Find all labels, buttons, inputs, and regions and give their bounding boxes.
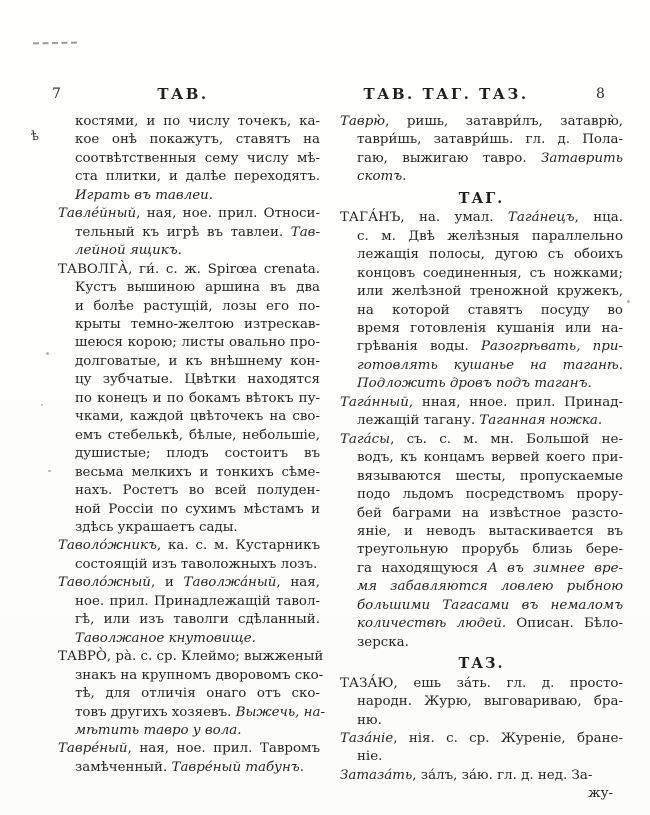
- paragraph-continuation: [58, 113, 320, 205]
- italic-text: Таволо́жный: [58, 575, 151, 591]
- roman-text: ТАГА́НЪ, на. умал.: [340, 210, 508, 226]
- roman-text: , ка. с. м. Кустарникъ: [156, 538, 320, 554]
- roman-text: гѣ, или изъ таволги сдѣланный.: [75, 612, 320, 628]
- roman-text: тельный къ игрѣ въ тавлеи.: [75, 224, 291, 240]
- italic-text: мѣтить тавро у вола.: [75, 722, 242, 738]
- dictionary-entry: [58, 740, 320, 777]
- roman-text: костями, и по числу точекъ, ка-: [75, 114, 320, 129]
- text-line: [58, 556, 320, 574]
- roman-text: ніе.: [357, 749, 383, 765]
- column-left-body: [58, 113, 325, 777]
- roman-text: на которой ставятъ посуду во: [357, 302, 623, 318]
- italic-text: Подложить дровъ подъ таганъ.: [357, 376, 592, 392]
- roman-text: чками, каждой цвѣточекъ на сво-: [75, 409, 320, 425]
- roman-text: ТАВОЛГА̀, ги́. с. ж. Spirœa crenata.: [58, 261, 320, 277]
- roman-text: , нная, нное. прил. Принад-: [408, 394, 623, 410]
- roman-text: или желѣзной треножной кружекъ,: [357, 284, 623, 300]
- dictionary-entry: [340, 675, 623, 730]
- italic-text: Таволжа́ный: [183, 575, 277, 591]
- italic-text: количествѣ людей.: [357, 616, 517, 632]
- column-right-body: [340, 113, 623, 804]
- roman-text: , нія. с. ср. Журеніе, бране-: [393, 730, 623, 746]
- text-line: [340, 693, 623, 711]
- text-line: [340, 615, 623, 633]
- section-heading-text: ТАГ.: [458, 189, 505, 207]
- italic-text: Тавре́ный табунъ.: [171, 759, 304, 775]
- text-line: [340, 168, 623, 186]
- roman-text: , съ. с. м. мн. Большой не-: [390, 431, 623, 447]
- scan-speck: [41, 404, 43, 406]
- roman-text: крыты темно-желтою изтрескав-: [75, 316, 320, 332]
- text-line: [58, 740, 320, 758]
- roman-text: лежащія полосы, дугою съ обоихъ: [357, 247, 623, 263]
- text-line: [58, 168, 320, 186]
- text-line: [58, 371, 320, 389]
- text-line: [340, 375, 623, 393]
- text-line: [58, 574, 320, 592]
- text-line: [58, 187, 320, 205]
- text-line: [58, 205, 320, 223]
- roman-text: шеюся корою; листы овально про-: [75, 335, 320, 351]
- dictionary-entry: [340, 431, 623, 652]
- italic-text: Тага́нный: [340, 394, 409, 410]
- text-line: [340, 150, 623, 168]
- italic-text: Тавре́ный: [58, 741, 128, 757]
- italic-text: Таволжаное кнутовище.: [75, 630, 256, 646]
- roman-text: состоящій изъ таволожныхъ лозъ.: [75, 556, 318, 572]
- italic-text: А въ зимнее вре-: [487, 560, 623, 576]
- scan-speck: [627, 300, 630, 303]
- text-line: [340, 675, 623, 693]
- roman-text: ТАВРО̀, ра̀. с. ср. Клеймо; выжженый: [58, 649, 324, 665]
- section-heading: [340, 655, 623, 673]
- roman-text: нахъ. Ростетъ во всей полуден-: [75, 483, 320, 499]
- italic-text: скотъ.: [357, 169, 407, 185]
- dictionary-entry: [340, 394, 623, 431]
- roman-text: цу зубчатые. Цвѣтки находятся: [75, 372, 320, 388]
- catchword: [340, 785, 623, 803]
- text-line: [58, 519, 320, 537]
- text-line: [340, 320, 623, 338]
- text-line: [58, 593, 320, 611]
- roman-text: по конецъ и по бокамъ вѣтокъ пу-: [75, 390, 320, 406]
- text-line: [58, 131, 320, 149]
- roman-text: га находящуюся: [357, 560, 488, 576]
- text-line: [340, 357, 623, 375]
- text-line: [58, 759, 320, 777]
- dictionary-entry: [340, 113, 623, 187]
- text-line: [58, 704, 325, 722]
- catchword-text: жу-: [588, 786, 613, 802]
- text-line: [58, 648, 324, 666]
- roman-text: лежащій тагану.: [357, 413, 480, 429]
- roman-text: народн. Журю, выговариваю, бра-: [357, 694, 623, 710]
- text-line: [340, 712, 623, 730]
- text-line: [58, 353, 320, 371]
- roman-text: душистые; плодъ состоитъ въ: [75, 446, 320, 462]
- italic-text: Затаза́ть: [340, 767, 413, 783]
- text-line: [340, 578, 623, 596]
- roman-text: здѣсь украшаетъ сады.: [75, 519, 238, 535]
- roman-text: , и: [150, 575, 184, 591]
- scan-speck: [48, 470, 51, 472]
- text-line: [58, 261, 320, 279]
- text-line: [340, 228, 623, 246]
- italic-text: Тавле́йный: [58, 206, 137, 222]
- roman-text: с. м. Двѣ желѣзныя параллельно: [357, 228, 623, 244]
- running-head-right: ТАВ. ТАГ. ТАЗ.: [363, 85, 529, 103]
- dictionary-entry: [58, 261, 320, 538]
- text-line: [58, 482, 320, 500]
- text-line: [340, 209, 623, 227]
- text-line: [340, 767, 623, 785]
- roman-text: , ная,: [276, 575, 320, 591]
- italic-text: Таза́ніе: [340, 730, 394, 746]
- italic-text: Таганная ножка.: [479, 413, 603, 429]
- dictionary-entry: [58, 537, 320, 574]
- roman-text: , ная, ное. прил. Относи-: [136, 206, 320, 222]
- pencil-mark: [33, 42, 77, 45]
- roman-text: таври́шь, затаври́шь. гл. д. Пола-: [357, 132, 623, 148]
- roman-text: ное. прил. Принадлежащій тавол-: [75, 593, 320, 609]
- text-line: [340, 449, 623, 467]
- text-line: [340, 338, 623, 356]
- dictionary-entry: [58, 648, 325, 740]
- roman-text: , ная, ное. прил. Тавромъ: [127, 741, 320, 757]
- text-line: [340, 302, 623, 320]
- roman-text: концовъ соединенныя, съ ножками;: [357, 265, 623, 281]
- text-line: [58, 224, 320, 242]
- italic-text: большими Тагасами въ немаломъ: [357, 597, 623, 613]
- text-line: [58, 667, 324, 685]
- roman-text: Описан. Бѣло-: [516, 616, 624, 632]
- text-line: [58, 113, 320, 131]
- running-head-left: ТАВ.: [157, 85, 209, 103]
- roman-text: вязываются шесты, пропускаемые: [357, 468, 623, 484]
- italic-text: мя забавляются ловлею рыбною: [357, 579, 623, 595]
- dictionary-entry: [340, 730, 623, 767]
- roman-text: кое онѣ покажутъ, ставятъ на: [75, 132, 320, 148]
- roman-text: зерска.: [357, 634, 409, 650]
- roman-text: треугольную прорубь близь бере-: [357, 542, 623, 558]
- italic-text: Таволо́жникъ: [58, 538, 157, 554]
- text-line: [340, 246, 623, 264]
- text-line: [340, 394, 623, 412]
- dictionary-entry: [58, 205, 320, 260]
- italic-text: Выжечь, на-: [235, 704, 325, 720]
- text-line: [58, 427, 320, 445]
- roman-text: ТАЗА́Ю, ешь за́ть. гл. д. просто-: [340, 675, 623, 691]
- text-line: [340, 730, 623, 748]
- text-line: [58, 685, 320, 703]
- roman-text: знакъ на крупномъ дворовомъ ско-: [75, 667, 324, 683]
- text-line: [58, 464, 320, 482]
- roman-text: соотвѣтственныя сему числу мѣ-: [75, 150, 320, 166]
- margin-annotation-glyph: ѣ: [30, 128, 40, 145]
- roman-text: ню.: [357, 712, 382, 728]
- italic-text: Играть въ тавлеи.: [75, 187, 214, 203]
- roman-text: тѣ, для отличія онаго отъ ско-: [75, 686, 320, 702]
- text-line: [340, 283, 623, 301]
- text-line: [340, 486, 623, 504]
- roman-text: время готовленія кушанія или на-: [357, 320, 623, 336]
- italic-text: Затаврить: [541, 150, 623, 166]
- roman-text: , нца.: [574, 210, 623, 226]
- page-number-right: 8: [596, 86, 605, 102]
- text-line: [340, 113, 623, 131]
- roman-text: замѣченный.: [75, 759, 172, 775]
- roman-text: , ришь, затаври́лъ, затаврю̀,: [385, 114, 623, 129]
- roman-text: подо льдомъ посредствомъ прору-: [357, 487, 623, 503]
- roman-text: долговатые, и къ внѣшнему кон-: [75, 353, 320, 369]
- italic-text: Разогрѣвать, при-: [480, 339, 623, 355]
- text-line: [58, 242, 320, 260]
- page-number-left: 7: [52, 86, 61, 102]
- roman-text: грѣванія воды.: [357, 339, 481, 355]
- roman-text: водъ, къ концамъ вервей коего при-: [357, 450, 623, 466]
- dictionary-entry: [340, 209, 623, 394]
- dictionary-entry: [340, 767, 623, 785]
- roman-text: яніе, и неводъ вытаскивается въ: [357, 523, 623, 539]
- text-line: [58, 445, 320, 463]
- text-line: [340, 634, 623, 652]
- italic-text: Тав-: [290, 224, 320, 240]
- text-line: [340, 505, 623, 523]
- dictionary-entry: [58, 574, 320, 648]
- text-line: [340, 748, 623, 766]
- text-line: [340, 523, 623, 541]
- text-line: [58, 279, 320, 297]
- text-line: [58, 630, 320, 648]
- text-line: [340, 412, 623, 430]
- text-line: [340, 265, 623, 283]
- text-line: [340, 131, 623, 149]
- text-line: [58, 537, 320, 555]
- italic-text: Тага́нецъ: [507, 210, 575, 226]
- roman-text: ной Россіи по сухимъ мѣстамъ и: [75, 501, 320, 517]
- text-line: [340, 431, 623, 449]
- roman-text: гаю, выжигаю тавро.: [357, 150, 541, 166]
- text-line: [340, 560, 623, 578]
- text-line: [340, 541, 623, 559]
- section-heading: [340, 190, 623, 208]
- italic-text: готовлять кушанье на таганѣ.: [357, 357, 623, 373]
- section-heading-text: ТАЗ.: [458, 655, 505, 673]
- scan-speck: [46, 352, 49, 355]
- text-line: [58, 390, 320, 408]
- roman-text: , за́лъ, за́ю. гл. д. нед. За-: [412, 767, 593, 783]
- roman-text: бей баграми на извѣстное разсто-: [357, 505, 623, 521]
- text-line: [58, 408, 320, 426]
- text-line: [58, 334, 320, 352]
- roman-text: весьма мелкихъ и тонкихъ сѣме-: [75, 464, 320, 480]
- roman-text: емъ стебелькѣ, бѣлые, небольшіе,: [75, 427, 320, 443]
- text-line: [340, 597, 623, 615]
- roman-text: ста плитки, и далѣе переходятъ.: [75, 169, 320, 185]
- text-line: [340, 468, 623, 486]
- roman-text: и болѣе растущій, лозы его по-: [75, 298, 320, 314]
- italic-text: Таврю̀: [340, 114, 386, 129]
- italic-text: лейной ящикъ.: [75, 243, 182, 259]
- text-line: [58, 298, 320, 316]
- text-line: [58, 501, 320, 519]
- text-line: [58, 150, 320, 168]
- roman-text: Кустъ вышиною аршина въ два: [75, 280, 320, 296]
- text-line: [58, 722, 320, 740]
- text-line: [58, 611, 320, 629]
- roman-text: товъ другихъ хозяевъ.: [75, 704, 236, 720]
- text-line: [58, 316, 320, 334]
- italic-text: Тага́сы: [340, 431, 391, 447]
